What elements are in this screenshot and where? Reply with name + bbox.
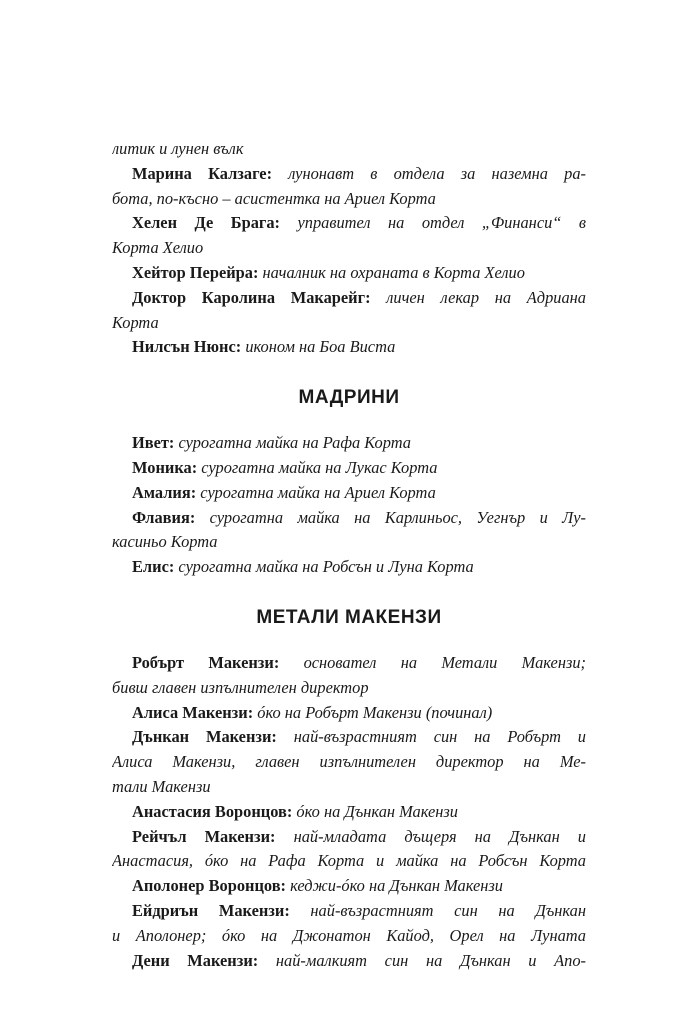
text-line — [112, 775, 586, 800]
text-line — [112, 555, 586, 580]
entry-name: Ивет: — [132, 433, 175, 453]
entry-name: Моника: — [132, 457, 198, 477]
entry-text: бота, по-късно – асистентка на Ариел Корта — [112, 188, 436, 208]
text-line — [112, 187, 586, 212]
entry-text: личен лекар на Адриана — [370, 287, 586, 307]
text-line — [112, 874, 586, 899]
text-line — [112, 949, 586, 974]
entry-name: Флавия: — [132, 507, 196, 527]
text-line — [112, 725, 586, 750]
text-line — [112, 750, 586, 775]
section-madrini — [112, 431, 586, 580]
text-line — [112, 676, 586, 701]
entry-text: сурогатна майка на Робсън и Луна Корта — [174, 557, 474, 577]
text-line — [112, 800, 586, 825]
entry-text: сурогатна майка на Лукас Корта — [197, 457, 438, 477]
entry-text: управител на отдел „Финанси“ в — [280, 213, 586, 233]
entry-text: касиньо Корта — [112, 532, 218, 552]
text-line — [112, 456, 586, 481]
entry-text: Корта Хелио — [112, 238, 204, 258]
entry-text: литик и лунен вълк — [112, 139, 244, 158]
text-line — [112, 899, 586, 924]
entry-text: началник на охраната в Корта Хелио — [258, 262, 525, 282]
text-line — [112, 311, 586, 336]
text-line — [112, 481, 586, 506]
entry-text: тали Макензи — [112, 776, 211, 796]
entry-name: Аполонер Воронцов: — [132, 876, 287, 896]
entry-name: Анастасия Воронцов: — [132, 801, 293, 821]
text-line — [112, 236, 586, 261]
entry-text: основател на Метали Макензи; — [279, 652, 586, 672]
text-line — [112, 211, 586, 236]
text-line — [112, 825, 586, 850]
entry-name: Амалия: — [132, 482, 197, 502]
entry-text: иконом на Боа Виста — [241, 337, 396, 357]
entry-text: бивш главен изпълнителен директор — [112, 677, 369, 697]
entry-text: Анастасия, óко на Рафа Корта и майка на Робсън Корта — [112, 851, 586, 871]
entry-name: Дени Макензи: — [132, 950, 259, 970]
text-line — [112, 924, 586, 949]
text-line — [112, 530, 586, 555]
heading-metali-makenzi: МЕТАЛИ МАКЕНЗИ — [256, 606, 442, 628]
book-page — [112, 137, 586, 973]
entry-text: сурогатна майка на Карлиньос, Уегнър и Лу- — [195, 507, 586, 527]
text-line — [112, 701, 586, 726]
text-line — [112, 162, 586, 187]
entry-name: Ейдриън Макензи: — [132, 900, 290, 920]
text-line — [112, 849, 586, 874]
entry-name: Марина Калзаге: — [132, 163, 273, 183]
entry-text: óко на Дънкан Макензи — [292, 801, 458, 821]
entry-text: Алиса Макензи, главен изпълнителен директор на Ме- — [112, 752, 586, 772]
entry-text: най-младата дъщеря на Дънкан и — [275, 826, 586, 846]
heading-madrini: МАДРИНИ — [298, 387, 400, 409]
entry-name: Доктор Каролина Макарейг: — [132, 287, 371, 307]
entry-text: óко на Робърт Макензи (починал) — [253, 702, 493, 722]
section-staff — [112, 137, 586, 360]
text-line — [112, 506, 586, 531]
text-line — [112, 431, 586, 456]
entry-text: Корта — [112, 312, 159, 332]
entry-name: Рейчъл Макензи: — [132, 826, 276, 846]
entry-name: Робърт Макензи: — [132, 652, 280, 672]
text-line — [112, 335, 586, 360]
entry-name: Хейтор Перейра: — [132, 262, 259, 282]
text-line — [112, 137, 586, 162]
entry-name: Дънкан Макензи: — [132, 727, 277, 747]
entry-text: най-възрастният син на Дънкан — [289, 900, 586, 920]
text-line — [112, 651, 586, 676]
entry-text: кеджи-óко на Дънкан Макензи — [286, 876, 504, 896]
section-metali-makenzi — [112, 651, 586, 973]
entry-text: и Аполонер; óко на Джонатон Кайод, Орел на Луната — [112, 925, 586, 945]
entry-name: Елис: — [132, 557, 175, 577]
entry-text: лунонавт в отдела за наземна ра- — [272, 163, 586, 183]
entry-text: сурогатна майка на Рафа Корта — [174, 433, 411, 453]
entry-text: сурогатна майка на Ариел Корта — [196, 482, 436, 502]
entry-text: най-малкият син на Дънкан и Апо- — [258, 950, 586, 970]
text-line — [112, 261, 586, 286]
entry-name: Хелен Де Брага: — [132, 213, 281, 233]
entry-text: най-възрастният син на Робърт и — [276, 727, 586, 747]
text-line — [112, 286, 586, 311]
entry-name: Нилсън Нюнс: — [132, 337, 242, 357]
entry-name: Алиса Макензи: — [132, 702, 254, 722]
